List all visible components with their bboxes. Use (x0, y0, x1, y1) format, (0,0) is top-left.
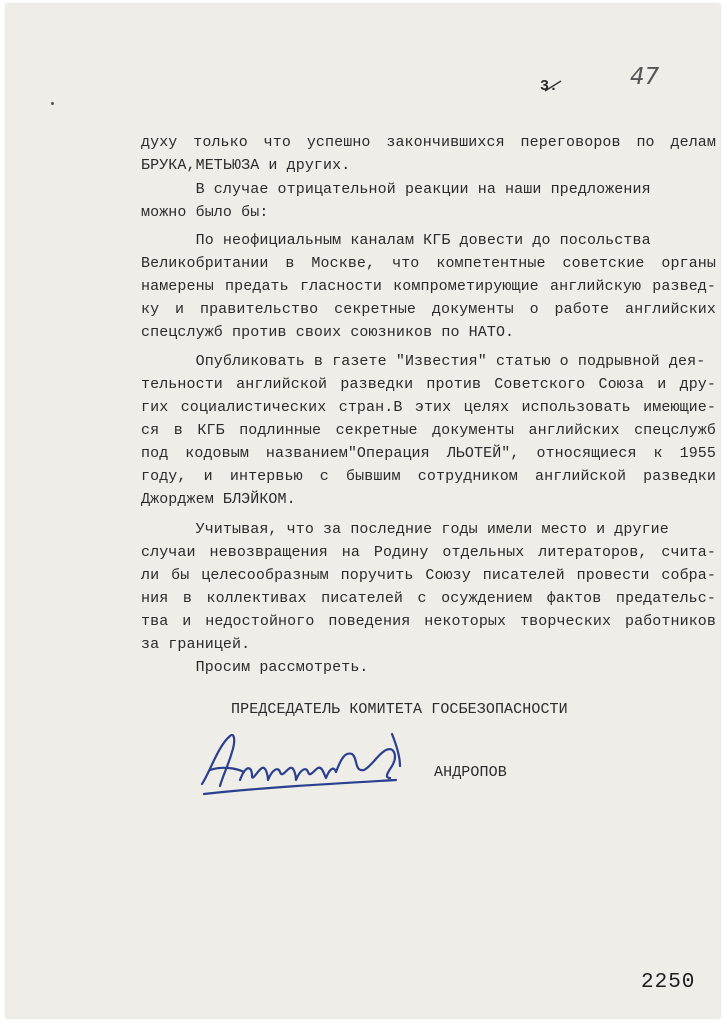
text-line: ния в коллективах писателей с осуждением фактов предательс- (141, 590, 716, 607)
text-line: спецслужб против своих союзников по НАТО. (141, 324, 515, 341)
text-line: году, и интервью с бывшим сотрудником английской разведки (141, 468, 716, 485)
text-line: ку и правительство секретные документы о работе английских (141, 301, 716, 318)
signatory-title: ПРЕДСЕДАТЕЛЬ КОМИТЕТА ГОСБЕЗОПАСНОСТИ (231, 701, 568, 718)
text-line: под кодовым названием"Операция ЛЬОТЕЙ", относящиеся к 1955 (141, 445, 716, 462)
text-line: В случае отрицательной реакции на наши предложения (141, 181, 651, 198)
text-line: По неофициальным каналам КГБ довести до посольства (141, 232, 651, 249)
text-line: БРУКА,МЕТЬЮЗА и других. (141, 157, 351, 174)
handwritten-page-number: 47 (630, 64, 660, 90)
text-line: Великобритании в Москве, что компетентные советские органы (141, 255, 716, 272)
text-line: ли бы целесообразным поручить Союзу писателей провести собра- (141, 567, 716, 584)
text-line: ся в КГБ подлинные секретные документы английских спецслужб (141, 422, 716, 439)
text-line: Опубликовать в газете "Известия" статью о подрывной дея- (141, 353, 706, 370)
text-line: духу только что успешно закончившихся переговоров по делам (141, 134, 716, 151)
text-line: Просим рассмотреть. (141, 659, 369, 676)
text-line: случаи невозвращения на Родину отдельных литераторов, счита- (141, 544, 716, 561)
text-line: тва и недостойного поведения некоторых творческих работников (141, 613, 716, 630)
signatory-name: АНДРОПОВ (434, 764, 507, 781)
text-line: гих социалистических стран.В этих целях использовать имеющие- (141, 399, 716, 416)
margin-mark (51, 102, 54, 105)
archive-number: 2250 (641, 971, 696, 994)
text-line: за границей. (141, 636, 251, 653)
text-line: тельности английской разведки против Советского Союза и дру- (141, 376, 716, 393)
page-number-strike (543, 79, 563, 93)
page-number: 3. (540, 78, 559, 95)
document-page (6, 4, 720, 1018)
text-line: намерены предать гласности компрометирующие английскую развед- (141, 278, 716, 295)
text-line: Учитывая, что за последние годы имели место и другие (141, 521, 669, 538)
handwritten-signature (196, 726, 426, 806)
text-line: Джорджем БЛЭЙКОМ. (141, 491, 296, 508)
text-line: можно было бы: (141, 204, 269, 221)
